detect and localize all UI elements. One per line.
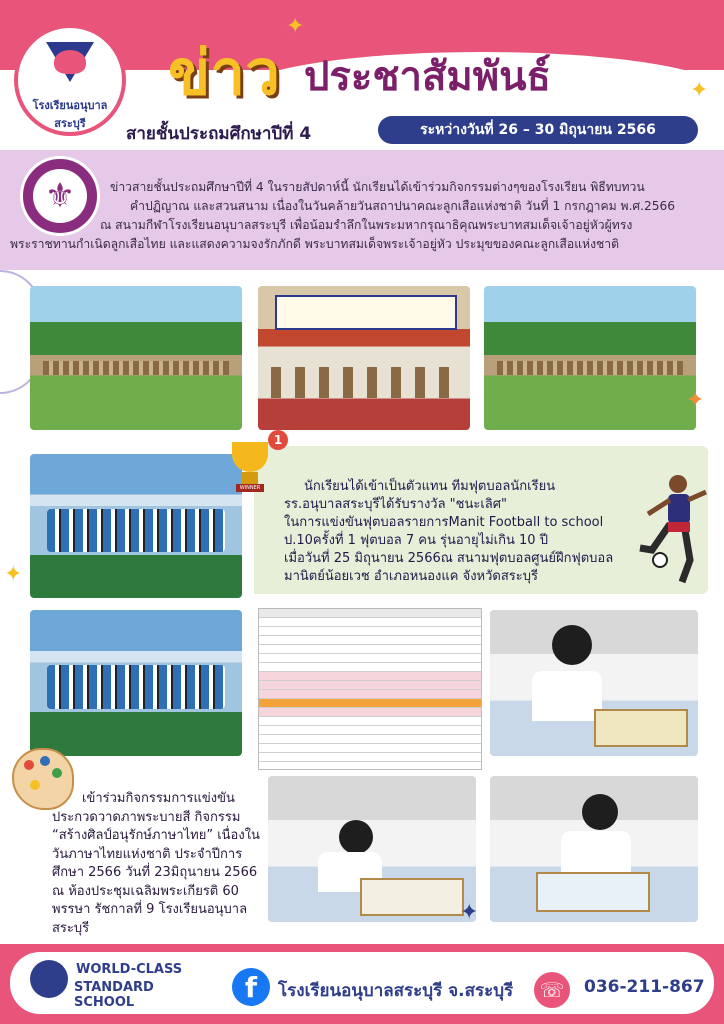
art-photo-3 [490,776,698,922]
table-row [259,627,481,636]
art-line: “สร้างศิลป์อนุรักษ์ภาษาไทย” เนื่องใน [52,828,260,843]
logo-text: โรงเรียนอนุบาลสระบุรี [32,99,108,130]
football-line: เมื่อวันที่ 25 มิถุนายน 2566ณ สนามฟุตบอลศูนย์ฝึกฟุตบอล [284,551,614,566]
table-row [259,753,481,762]
drawing-board [360,878,464,916]
globe-icon [30,960,68,998]
drawing-board [594,709,688,747]
sparkle-icon: ✦ [686,388,705,413]
facebook-icon[interactable]: f [232,968,270,1006]
sparkle-icon: ✦ [4,562,23,587]
scout-crowd [43,361,230,375]
scout-photo-2 [258,286,470,430]
table-row [259,663,481,672]
wc-line-2: STANDARD SCHOOL [74,980,154,1010]
trophy-icon [232,442,270,492]
art-line: ประกวดวาดภาพระบายสี กิจกรรม [52,809,241,825]
student-body [532,671,602,721]
table-row [259,708,481,717]
art-photo-2 [268,776,476,922]
intro-line: ณ สนามกีฬาโรงเรียนอนุบาลสระบุรี เพื่อน้อมรำลึกในพระมหากรุณาธิคุณพระบาทสมเด็จเจ้าอยู่หัวผู้ทรง [100,218,633,232]
table-row [259,735,481,744]
table-row [259,618,481,627]
trophy-stem [242,472,258,484]
table-row [259,672,481,681]
table-row [259,699,481,708]
football-team-photo-1 [30,454,242,598]
paint-dot [52,768,62,778]
art-line: ณ ห้องประชุมเฉลิมพระเกียรติ 60 [52,883,239,899]
student-head [582,794,618,830]
table-row [259,726,481,735]
facebook-page-link[interactable]: โรงเรียนอนุบาลสระบุรี จ.สระบุรี [278,981,514,1001]
art-line: เข้าร่วมกิจกรรมการแข่งขัน [82,791,235,806]
art-text [30,790,262,938]
table-row [259,636,481,645]
table-row [259,717,481,726]
intro-line: พระราชทานกำเนิดลูกเสือไทย และแสดงความจงรักภักดี พระบาทสมเด็จพระเจ้าอยู่หัว ประมุขของคณะลูกเสือแห่งชาติ [10,237,620,251]
art-line: ศึกษา 2566 วันที่ 23มิถุนายน 2566 [52,865,258,880]
football-line: รร.อนุบาลสระบุรีได้รับรางวัล "ชนะเลิศ" [284,497,507,512]
paint-dot [40,756,50,766]
trophy-cup [232,442,268,472]
drawing-board [536,872,650,912]
art-line: พรรษา รัชกาลที่ 9 โรงเรียนอนุบาล [52,902,248,917]
art-line: สระบุรี [52,920,90,936]
football-line: ป.10ครั้งที่ 1 ฟุตบอล 7 คน รุ่นอายุไม่เกิน 10 ปี [284,533,548,548]
sparkle-icon: ✦ [676,952,695,977]
ceremony-banner [275,295,457,331]
scout-crowd [497,361,684,375]
football-line: นักเรียนได้เข้าเป็นตัวแทน ทีมฟุตบอลนักเรียน [304,479,556,494]
table-row [259,609,481,618]
date-range-badge: ระหว่างวันที่ 26 – 30 มิถุนายน 2566 [378,116,698,144]
fleur-de-lis-icon: ⚜ [33,169,87,223]
art-photo-1 [490,610,698,756]
intro-line: ข่าวสายชั้นประถมศึกษาปีที่ 4 ในรายสัปดาห์นี้ นักเรียนได้เข้าร่วมกิจกรรมต่างๆของโรงเรียน พิธีทบทวน [110,180,645,194]
paint-dot [30,780,40,790]
intro-line: คำปฏิญาณ และสวนสนาม เนื่องในวันคล้ายวันสถาปนาคณะลูกเสือแห่งชาติ วันที่ 1 กรกฎาคม พ.ศ.2566 [130,199,676,213]
results-table-image [258,608,482,770]
title-news: ข่าว [168,36,281,109]
intro-text [10,178,714,254]
team-players [47,509,225,552]
table-row [259,681,481,690]
school-logo [14,24,126,136]
football-line: มานิตย์น้อยเวช อำเภอหนองแค จังหวัดสระบุรี [284,569,538,584]
table-row [259,744,481,753]
table-row [259,654,481,663]
player-svg [630,470,710,590]
sparkle-icon: ✦ [460,900,479,925]
wc-line-1: WORLD-CLASS [76,962,183,977]
medal-icon: 1 [268,430,288,450]
football-player-icon [630,470,710,590]
world-class-logo [30,958,190,1010]
team-players [47,665,225,709]
football-text [284,478,630,586]
trophy-label: WINNER [236,484,264,492]
football-team-photo-2 [30,610,242,756]
phone-icon[interactable]: ☏ [532,970,572,1010]
art-line: วันภาษาไทยแห่งชาติ ประจำปีการ [52,846,243,862]
football-line: ในการแข่งขันฟุตบอลรายการManit Football to school [284,515,604,530]
sparkle-icon: ✦ [690,78,709,103]
student-head [339,820,373,854]
officials-row [271,367,458,399]
paint-dot [24,760,34,770]
sparkle-icon: ✦ [286,14,305,39]
grade-heading: สายชั้นประถมศึกษาปีที่ 4 [126,124,312,144]
scout-photo-3 [484,286,696,430]
phone-number[interactable]: 036-211-867 [584,977,705,997]
table-row [259,690,481,699]
title-pr: ประชาสัมพันธ์ [304,53,551,100]
student-head [552,625,592,665]
table-row [259,645,481,654]
logo-lotus-icon [54,50,86,74]
student-body [561,831,631,877]
scout-photo-1 [30,286,242,430]
